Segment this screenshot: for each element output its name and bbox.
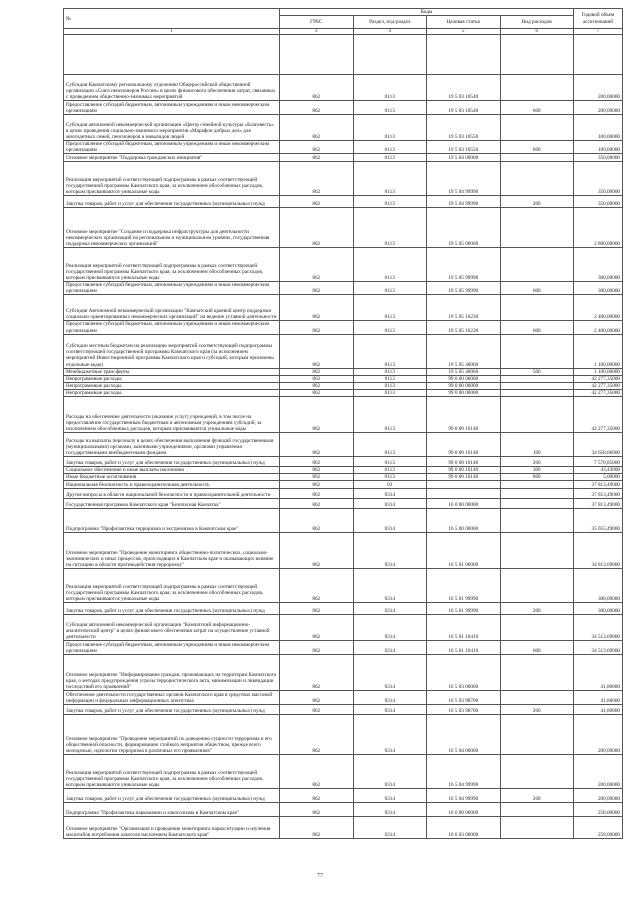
budget-page xyxy=(63,8,623,839)
row-grbs: 862 xyxy=(280,474,354,481)
row-target: 19 5 05 10230 xyxy=(427,295,501,321)
row-grbs: 862 xyxy=(280,481,354,489)
row-name: Реализация мероприятий соответствующей подпрограммы в рамках соответствующей государственной программы Камчатского края, за исключением обособленных расходов, которым присваиваются уникальные коды xyxy=(64,569,280,603)
col-number-5: 5 xyxy=(427,29,501,35)
header-section: Раздел, под-раздел xyxy=(353,16,427,29)
row-amount: 42 277,35000 xyxy=(574,389,623,396)
table-row xyxy=(64,368,623,375)
table-row xyxy=(64,382,623,389)
row-section: 0113 xyxy=(353,101,427,115)
row-amount: 300,00000 xyxy=(574,282,623,295)
row-name: Реализация мероприятий соответствующей подпрограммы в рамках соответствующей государственной программы Камчатского края, за исключением обособленных расходов, которым присваиваются уникальные коды xyxy=(64,248,280,282)
row-grbs: 862 xyxy=(280,467,354,474)
row-target: 16 5 03 98700 xyxy=(427,705,501,715)
row-vid xyxy=(500,715,574,755)
row-target: 16 5 01 10410 xyxy=(427,615,501,641)
row-name: Реализация мероприятий соответствующей подпрограммы в рамках соответствующей государственной программы Камчатского края, за исключением обособленных расходов, которым присваиваются уникальные коды xyxy=(64,755,280,789)
row-target xyxy=(427,35,501,75)
row-vid: 600 xyxy=(500,141,574,154)
row-vid xyxy=(500,334,574,368)
row-vid xyxy=(500,615,574,641)
row-name: Непрограммные расходы xyxy=(64,375,280,382)
row-amount: 37 813,49000 xyxy=(574,489,623,499)
row-name: Основное мероприятие "Проведение мониторинга общественно-политических, социально-экономических и иных процессов, происходящих в Камчатском крае и оказывающих влияние на ситуацию в области противодействия терроризму" xyxy=(64,533,280,569)
row-vid xyxy=(500,533,574,569)
row-amount: 200,00000 xyxy=(574,715,623,755)
row-name: Другие вопросы в области национальной безопасности и правоохранительной деятельности xyxy=(64,489,280,499)
row-vid xyxy=(500,162,574,196)
row-name: Предоставление субсидий бюджетным, автономным учреждениям и иным некоммерческим организациям xyxy=(64,141,280,154)
row-target: 16 5 01 10410 xyxy=(427,641,501,655)
row-amount: 42 277,35000 xyxy=(574,397,623,433)
row-target: 16 5 03 00000 xyxy=(427,655,501,691)
row-vid xyxy=(500,803,574,817)
row-name: Иные бюджетные ассигнования xyxy=(64,474,280,481)
row-section: 0314 xyxy=(353,691,427,705)
row-name: Закупка товаров, работ и услуг для обеспечения государственных (муниципальных) нужд xyxy=(64,603,280,615)
row-name: Социальное обеспечение и иные выплаты населению xyxy=(64,467,280,474)
row-name: Межбюджетные трансферты xyxy=(64,368,280,375)
row-grbs: 862 xyxy=(280,433,354,457)
row-name: Реализация мероприятий соответствующей подпрограммы в рамках соответствующей государственной программы Камчатского края, за исключением обособленных расходов, которым присваиваются уникальные коды xyxy=(64,162,280,196)
row-target: 16 6 03 00000 xyxy=(427,817,501,839)
row-grbs: 862 xyxy=(280,641,354,655)
row-section: 0113 xyxy=(353,75,427,101)
row-vid xyxy=(500,489,574,499)
row-section: 0314 xyxy=(353,489,427,499)
table-row xyxy=(64,705,623,715)
row-section: 0113 xyxy=(353,115,427,141)
row-vid: 100 xyxy=(500,433,574,457)
row-target: 19 5 05 40060 xyxy=(427,368,501,375)
row-name: Закупка товаров, работ и услуг для обеспечения государственных (муниципальных) нужд xyxy=(64,196,280,208)
row-section: 0113 xyxy=(353,154,427,162)
table-row xyxy=(64,715,623,755)
row-section: 0314 xyxy=(353,603,427,615)
row-grbs: 862 xyxy=(280,141,354,154)
row-amount: 34 813,69000 xyxy=(574,533,623,569)
row-section: 0314 xyxy=(353,755,427,789)
row-target: 19 5 03 10550 xyxy=(427,115,501,141)
row-grbs: 862 xyxy=(280,397,354,433)
col-number-7: 7 xyxy=(574,29,623,35)
row-vid: 600 xyxy=(500,282,574,295)
row-grbs: 862 xyxy=(280,615,354,641)
row-name: Непрограммные расходы xyxy=(64,382,280,389)
row-name: Расходы на выплаты персоналу в целях обеспечения выполнения функций государственными (муниципальными) органами, казенными учреждениями, органами управления государственными внебюджетными фондами xyxy=(64,433,280,457)
row-grbs: 862 xyxy=(280,368,354,375)
row-amount: 5,00000 xyxy=(574,474,623,481)
row-section: 0113 xyxy=(353,248,427,282)
row-grbs: 862 xyxy=(280,655,354,691)
row-target: 99 0 00 00000 xyxy=(427,375,501,382)
row-grbs: 862 xyxy=(280,755,354,789)
table-body xyxy=(64,35,623,839)
header-grbs: ГРБС xyxy=(280,16,354,29)
row-name: Закупка товаров, работ и услуг для обеспечения государственных (муниципальных) нужд xyxy=(64,705,280,715)
row-name: Закупка товаров, работ и услуг для обеспечения государственных (муниципальных) нужд xyxy=(64,789,280,803)
row-section: 0113 xyxy=(353,321,427,334)
row-target: 19 5 03 10550 xyxy=(427,141,501,154)
row-amount: 300,00000 xyxy=(574,603,623,615)
row-amount: 100,00000 xyxy=(574,141,623,154)
row-amount: 2 400,00000 xyxy=(574,321,623,334)
row-grbs: 862 xyxy=(280,569,354,603)
table-row xyxy=(64,141,623,154)
row-grbs: 862 xyxy=(280,248,354,282)
table-row xyxy=(64,655,623,691)
row-name: Субсидия Камчатскому региональному отделению Общероссийской общественной организации «Союз пенсионеров России» в целях финансового обеспечения затрат, связанных с проведением общественно-значимых мероприятий xyxy=(64,75,280,101)
row-vid xyxy=(500,382,574,389)
row-name: Закупка товаров, работ и услуг для обеспечения государственных (муниципальных) нужд xyxy=(64,457,280,467)
row-target: 16 0 00 00000 xyxy=(427,499,501,509)
row-amount: 200,00000 xyxy=(574,75,623,101)
row-section: 0314 xyxy=(353,655,427,691)
row-vid: 800 xyxy=(500,474,574,481)
row-amount: 350,00000 xyxy=(574,196,623,208)
row-name: Субсидии местным бюджетам на реализацию мероприятий соответствующей подпрограммы соответствующей государственной программы Камчатского края (за исполнением мероприятий Инвестиционной программы Камчатского края и субсидий, которым присвоены отдельные коды) xyxy=(64,334,280,368)
table-row xyxy=(64,457,623,467)
row-vid xyxy=(500,691,574,705)
header-row-top xyxy=(64,9,623,16)
col-number-6: 6 xyxy=(500,29,574,35)
row-target: 19 5 05 99990 xyxy=(427,248,501,282)
row-amount: 350,00000 xyxy=(574,154,623,162)
row-vid: 200 xyxy=(500,196,574,208)
row-section: 0314 xyxy=(353,569,427,603)
row-grbs: 862 xyxy=(280,321,354,334)
table-row xyxy=(64,615,623,641)
row-name: Государственная программа Камчатского края "Безопасная Камчатка" xyxy=(64,499,280,509)
row-name: Подпрограмма "Профилактика терроризма и экстремизма в Камчатском крае" xyxy=(64,509,280,533)
row-vid xyxy=(500,389,574,396)
row-name: Субсидия автономной некоммерческой организации "Камчатский информационно-аналитический центр" в целях финансового обеспечения затрат на осуществление уставной деятельности xyxy=(64,615,280,641)
table-row xyxy=(64,803,623,817)
table-row xyxy=(64,499,623,509)
row-vid: 300 xyxy=(500,467,574,474)
row-target: 16 5 01 99990 xyxy=(427,569,501,603)
row-section: 0314 xyxy=(353,817,427,839)
row-target: 99 0 00 10140 xyxy=(427,433,501,457)
row-section: 0113 xyxy=(353,208,427,248)
row-target: 99 0 00 10140 xyxy=(427,467,501,474)
row-amount: 42 277,35000 xyxy=(574,375,623,382)
row-amount: 350,00000 xyxy=(574,162,623,196)
row-section: 0314 xyxy=(353,705,427,715)
row-amount: 41,80000 xyxy=(574,705,623,715)
row-target: 99 0 00 00000 xyxy=(427,382,501,389)
table-row xyxy=(64,101,623,115)
row-section: 0113 xyxy=(353,457,427,467)
row-amount: 300,00000 xyxy=(574,248,623,282)
row-section: 0113 xyxy=(353,334,427,368)
row-grbs: 862 xyxy=(280,603,354,615)
table-row xyxy=(64,533,623,569)
row-vid xyxy=(500,755,574,789)
row-target: 99 0 00 10140 xyxy=(427,474,501,481)
row-section: 0314 xyxy=(353,615,427,641)
row-target: 19 5 05 99990 xyxy=(427,282,501,295)
row-target: 19 5 04 99990 xyxy=(427,162,501,196)
table-row xyxy=(64,509,623,533)
row-amount: 37 813,49000 xyxy=(574,499,623,509)
row-target: 19 5 05 10230 xyxy=(427,321,501,334)
table-row xyxy=(64,474,623,481)
table-row xyxy=(64,295,623,321)
row-section xyxy=(353,35,427,75)
row-name: Непрограммные расходы xyxy=(64,389,280,396)
row-section: 0113 xyxy=(353,433,427,457)
row-grbs: 862 xyxy=(280,101,354,115)
row-grbs: 862 xyxy=(280,533,354,569)
row-amount: 7 570,85000 xyxy=(574,457,623,467)
row-amount: 41,80000 xyxy=(574,655,623,691)
row-amount: 34 513,69000 xyxy=(574,641,623,655)
row-section: 0314 xyxy=(353,803,427,817)
row-name xyxy=(64,35,280,75)
row-name: Предоставление субсидий бюджетным, автономным учреждениям и иным некоммерческим организациям xyxy=(64,101,280,115)
row-grbs: 862 xyxy=(280,334,354,368)
row-section: 0314 xyxy=(353,509,427,533)
row-name: Основное мероприятие "Организация и проведение мониторинга наркоситуации и изучения масштабов потребления алкоголя населением Камчатского края" xyxy=(64,817,280,839)
row-target: 19 5 04 99990 xyxy=(427,196,501,208)
table-row xyxy=(64,397,623,433)
row-section: 0113 xyxy=(353,474,427,481)
header-codes: Коды xyxy=(280,9,574,16)
row-amount: 300,00000 xyxy=(574,569,623,603)
table-row xyxy=(64,115,623,141)
row-target: 16 5 04 00000 xyxy=(427,715,501,755)
row-amount: 1 100,00000 xyxy=(574,368,623,375)
table-row xyxy=(64,489,623,499)
row-target: 16 5 00 00000 xyxy=(427,509,501,533)
row-vid: 200 xyxy=(500,789,574,803)
row-vid xyxy=(500,35,574,75)
row-section: 0113 xyxy=(353,196,427,208)
row-vid xyxy=(500,817,574,839)
row-vid xyxy=(500,397,574,433)
table-row xyxy=(64,641,623,655)
row-amount: 2 800,00000 xyxy=(574,208,623,248)
row-section: 0314 xyxy=(353,715,427,755)
row-section: 0314 xyxy=(353,789,427,803)
row-grbs: 862 xyxy=(280,509,354,533)
row-name: Основное мероприятие "Создание и поддержка инфраструктуры для деятельности некоммерческих организаций на региональном и муниципальном уровнях, государственная поддержка некоммерческих организаций" xyxy=(64,208,280,248)
row-name: Предоставление субсидий бюджетным, автономным учреждениям и иным некоммерческим организациям xyxy=(64,641,280,655)
row-grbs: 862 xyxy=(280,789,354,803)
row-grbs: 862 xyxy=(280,817,354,839)
row-section: 0113 xyxy=(353,389,427,396)
row-target: 19 5 05 40060 xyxy=(427,334,501,368)
table-row xyxy=(64,248,623,282)
page-number: 77 xyxy=(317,873,323,879)
row-amount: 34 513,69000 xyxy=(574,615,623,641)
header-number: № xyxy=(64,9,280,29)
row-name: Основное мероприятие "Проведение мероприятий по доведению сущности терроризма и его общественной опасности, формированию стойкого неприятия обществом, прежде всего молодежью, идеологии терроризма в различных его проявлениях" xyxy=(64,715,280,755)
table-row xyxy=(64,162,623,196)
table-row xyxy=(64,208,623,248)
row-grbs: 862 xyxy=(280,691,354,705)
row-section: 0314 xyxy=(353,499,427,509)
row-amount: 100,00000 xyxy=(574,115,623,141)
header-vid: Вид расходов xyxy=(500,16,574,29)
row-target: 19 5 05 00000 xyxy=(427,208,501,248)
row-amount: 200,00000 xyxy=(574,101,623,115)
row-target: 16 5 03 98700 xyxy=(427,691,501,705)
row-amount: 258,00000 xyxy=(574,803,623,817)
row-name: Основное мероприятие "Информирование граждан, проживающих на территории Камчатского края, о методах предупреждения угрозы террористического акта, минимизации и ликвидации последствий его проявлений" xyxy=(64,655,280,691)
row-target: 16 5 01 99990 xyxy=(427,603,501,615)
row-target: 19 5 03 10540 xyxy=(427,101,501,115)
row-target: 16 5 01 00000 xyxy=(427,533,501,569)
table-row xyxy=(64,569,623,603)
row-name: Национальная безопасность и правоохранительная деятельность xyxy=(64,481,280,489)
col-number-4: 4 xyxy=(353,29,427,35)
row-grbs xyxy=(280,35,354,75)
header-target: Целевая статья xyxy=(427,16,501,29)
row-vid: 500 xyxy=(500,368,574,375)
row-grbs: 862 xyxy=(280,457,354,467)
row-vid xyxy=(500,375,574,382)
row-vid: 200 xyxy=(500,603,574,615)
row-amount: 42 277,35000 xyxy=(574,382,623,389)
row-section: 03 xyxy=(353,481,427,489)
row-target: 16 5 04 99990 xyxy=(427,789,501,803)
table-row xyxy=(64,196,623,208)
row-amount: 258,00000 xyxy=(574,817,623,839)
row-section: 0113 xyxy=(353,295,427,321)
row-vid xyxy=(500,154,574,162)
row-section: 0113 xyxy=(353,467,427,474)
row-amount: 35 055,49000 xyxy=(574,509,623,533)
table-row xyxy=(64,154,623,162)
table-row xyxy=(64,603,623,615)
row-amount: 37 813,49000 xyxy=(574,481,623,489)
row-vid xyxy=(500,499,574,509)
row-target: 99 0 00 10140 xyxy=(427,457,501,467)
row-vid xyxy=(500,248,574,282)
row-section: 0314 xyxy=(353,641,427,655)
table-row xyxy=(64,691,623,705)
table-row xyxy=(64,334,623,368)
row-target: 16 6 00 00000 xyxy=(427,803,501,817)
row-section: 0113 xyxy=(353,382,427,389)
row-name: Обеспечение деятельности государственных органов Камчатского края в средствах массовой информации и федеральных информационных агентствах xyxy=(64,691,280,705)
row-amount xyxy=(574,35,623,75)
table-row xyxy=(64,389,623,396)
row-name: Субсидия Автономной некоммерческой организации "Камчатский краевой центр поддержки социально ориентированных некоммерческих организаций" на ведение уставной деятельности xyxy=(64,295,280,321)
row-section: 0113 xyxy=(353,397,427,433)
row-section: 0113 xyxy=(353,375,427,382)
row-grbs: 862 xyxy=(280,282,354,295)
table-row xyxy=(64,755,623,789)
row-amount: 200,00000 xyxy=(574,789,623,803)
row-section: 0113 xyxy=(353,282,427,295)
row-target: 99 0 00 00000 xyxy=(427,389,501,396)
table-row xyxy=(64,375,623,382)
budget-table xyxy=(63,8,623,839)
row-vid xyxy=(500,481,574,489)
row-grbs: 862 xyxy=(280,75,354,101)
row-name: Субсидия автономной некоммерческой организации «Центр семейной культуры «Благовесть» в целях проведения социально-значимого мероприятия «Марафон добрых дел» для многодетных семей, пенсионеров и инвалидов людей xyxy=(64,115,280,141)
row-vid xyxy=(500,115,574,141)
row-target: 19 5 04 00000 xyxy=(427,154,501,162)
row-grbs: 862 xyxy=(280,115,354,141)
row-section: 0314 xyxy=(353,533,427,569)
row-vid: 600 xyxy=(500,641,574,655)
row-amount: 43,43000 xyxy=(574,467,623,474)
row-vid xyxy=(500,75,574,101)
row-vid: 200 xyxy=(500,457,574,467)
row-grbs: 862 xyxy=(280,162,354,196)
row-section: 0113 xyxy=(353,141,427,154)
table-row xyxy=(64,282,623,295)
row-amount: 1 100,00000 xyxy=(574,334,623,368)
header-annual: Годовой объем ассигнований xyxy=(574,9,623,29)
row-vid xyxy=(500,655,574,691)
col-number-1: 1 xyxy=(64,29,280,35)
table-row xyxy=(64,467,623,474)
row-amount: 2 400,00000 xyxy=(574,295,623,321)
row-grbs: 862 xyxy=(280,208,354,248)
row-vid: 600 xyxy=(500,321,574,334)
table-row xyxy=(64,35,623,75)
row-grbs: 862 xyxy=(280,295,354,321)
table-row xyxy=(64,321,623,334)
row-vid xyxy=(500,509,574,533)
row-name: Предоставление субсидий бюджетным, автономным учреждениям и иным некоммерческим организациям xyxy=(64,282,280,295)
row-grbs: 862 xyxy=(280,499,354,509)
row-amount: 41,80000 xyxy=(574,691,623,705)
row-name: Основное мероприятие "Поддержка гражданских инициатив" xyxy=(64,154,280,162)
row-grbs: 862 xyxy=(280,389,354,396)
row-target xyxy=(427,489,501,499)
row-grbs: 862 xyxy=(280,715,354,755)
row-name: Расходы на обеспечение деятельности (оказание услуг) учреждений, в том числе на предоставление государственным бюджетным и автономным учреждениям субсидий, за исключением обособленных расходов, которым присваиваются уникальные коды xyxy=(64,397,280,433)
row-section: 0113 xyxy=(353,368,427,375)
row-vid: 200 xyxy=(500,705,574,715)
row-target: 16 5 04 99990 xyxy=(427,755,501,789)
row-grbs: 862 xyxy=(280,382,354,389)
table-row xyxy=(64,481,623,489)
col-number-3: 3 xyxy=(280,29,354,35)
row-grbs: 862 xyxy=(280,489,354,499)
row-vid: 600 xyxy=(500,101,574,115)
row-name: Предоставление субсидий бюджетным, автономным учреждениям и иным некоммерческим организациям xyxy=(64,321,280,334)
row-target: 19 5 03 10540 xyxy=(427,75,501,101)
row-grbs: 862 xyxy=(280,196,354,208)
row-vid xyxy=(500,295,574,321)
row-grbs: 862 xyxy=(280,705,354,715)
table-row xyxy=(64,817,623,839)
row-grbs: 862 xyxy=(280,803,354,817)
row-grbs: 862 xyxy=(280,154,354,162)
row-vid xyxy=(500,208,574,248)
row-grbs: 862 xyxy=(280,375,354,382)
row-target: 99 0 00 10140 xyxy=(427,397,501,433)
row-amount: 34 658,06000 xyxy=(574,433,623,457)
row-amount: 200,00000 xyxy=(574,755,623,789)
row-section: 0113 xyxy=(353,162,427,196)
table-row xyxy=(64,789,623,803)
row-vid xyxy=(500,569,574,603)
table-row xyxy=(64,75,623,101)
table-row xyxy=(64,433,623,457)
row-name: Подпрограмма "Профилактика наркомании и алкоголизма в Камчатском крае" xyxy=(64,803,280,817)
row-target xyxy=(427,481,501,489)
